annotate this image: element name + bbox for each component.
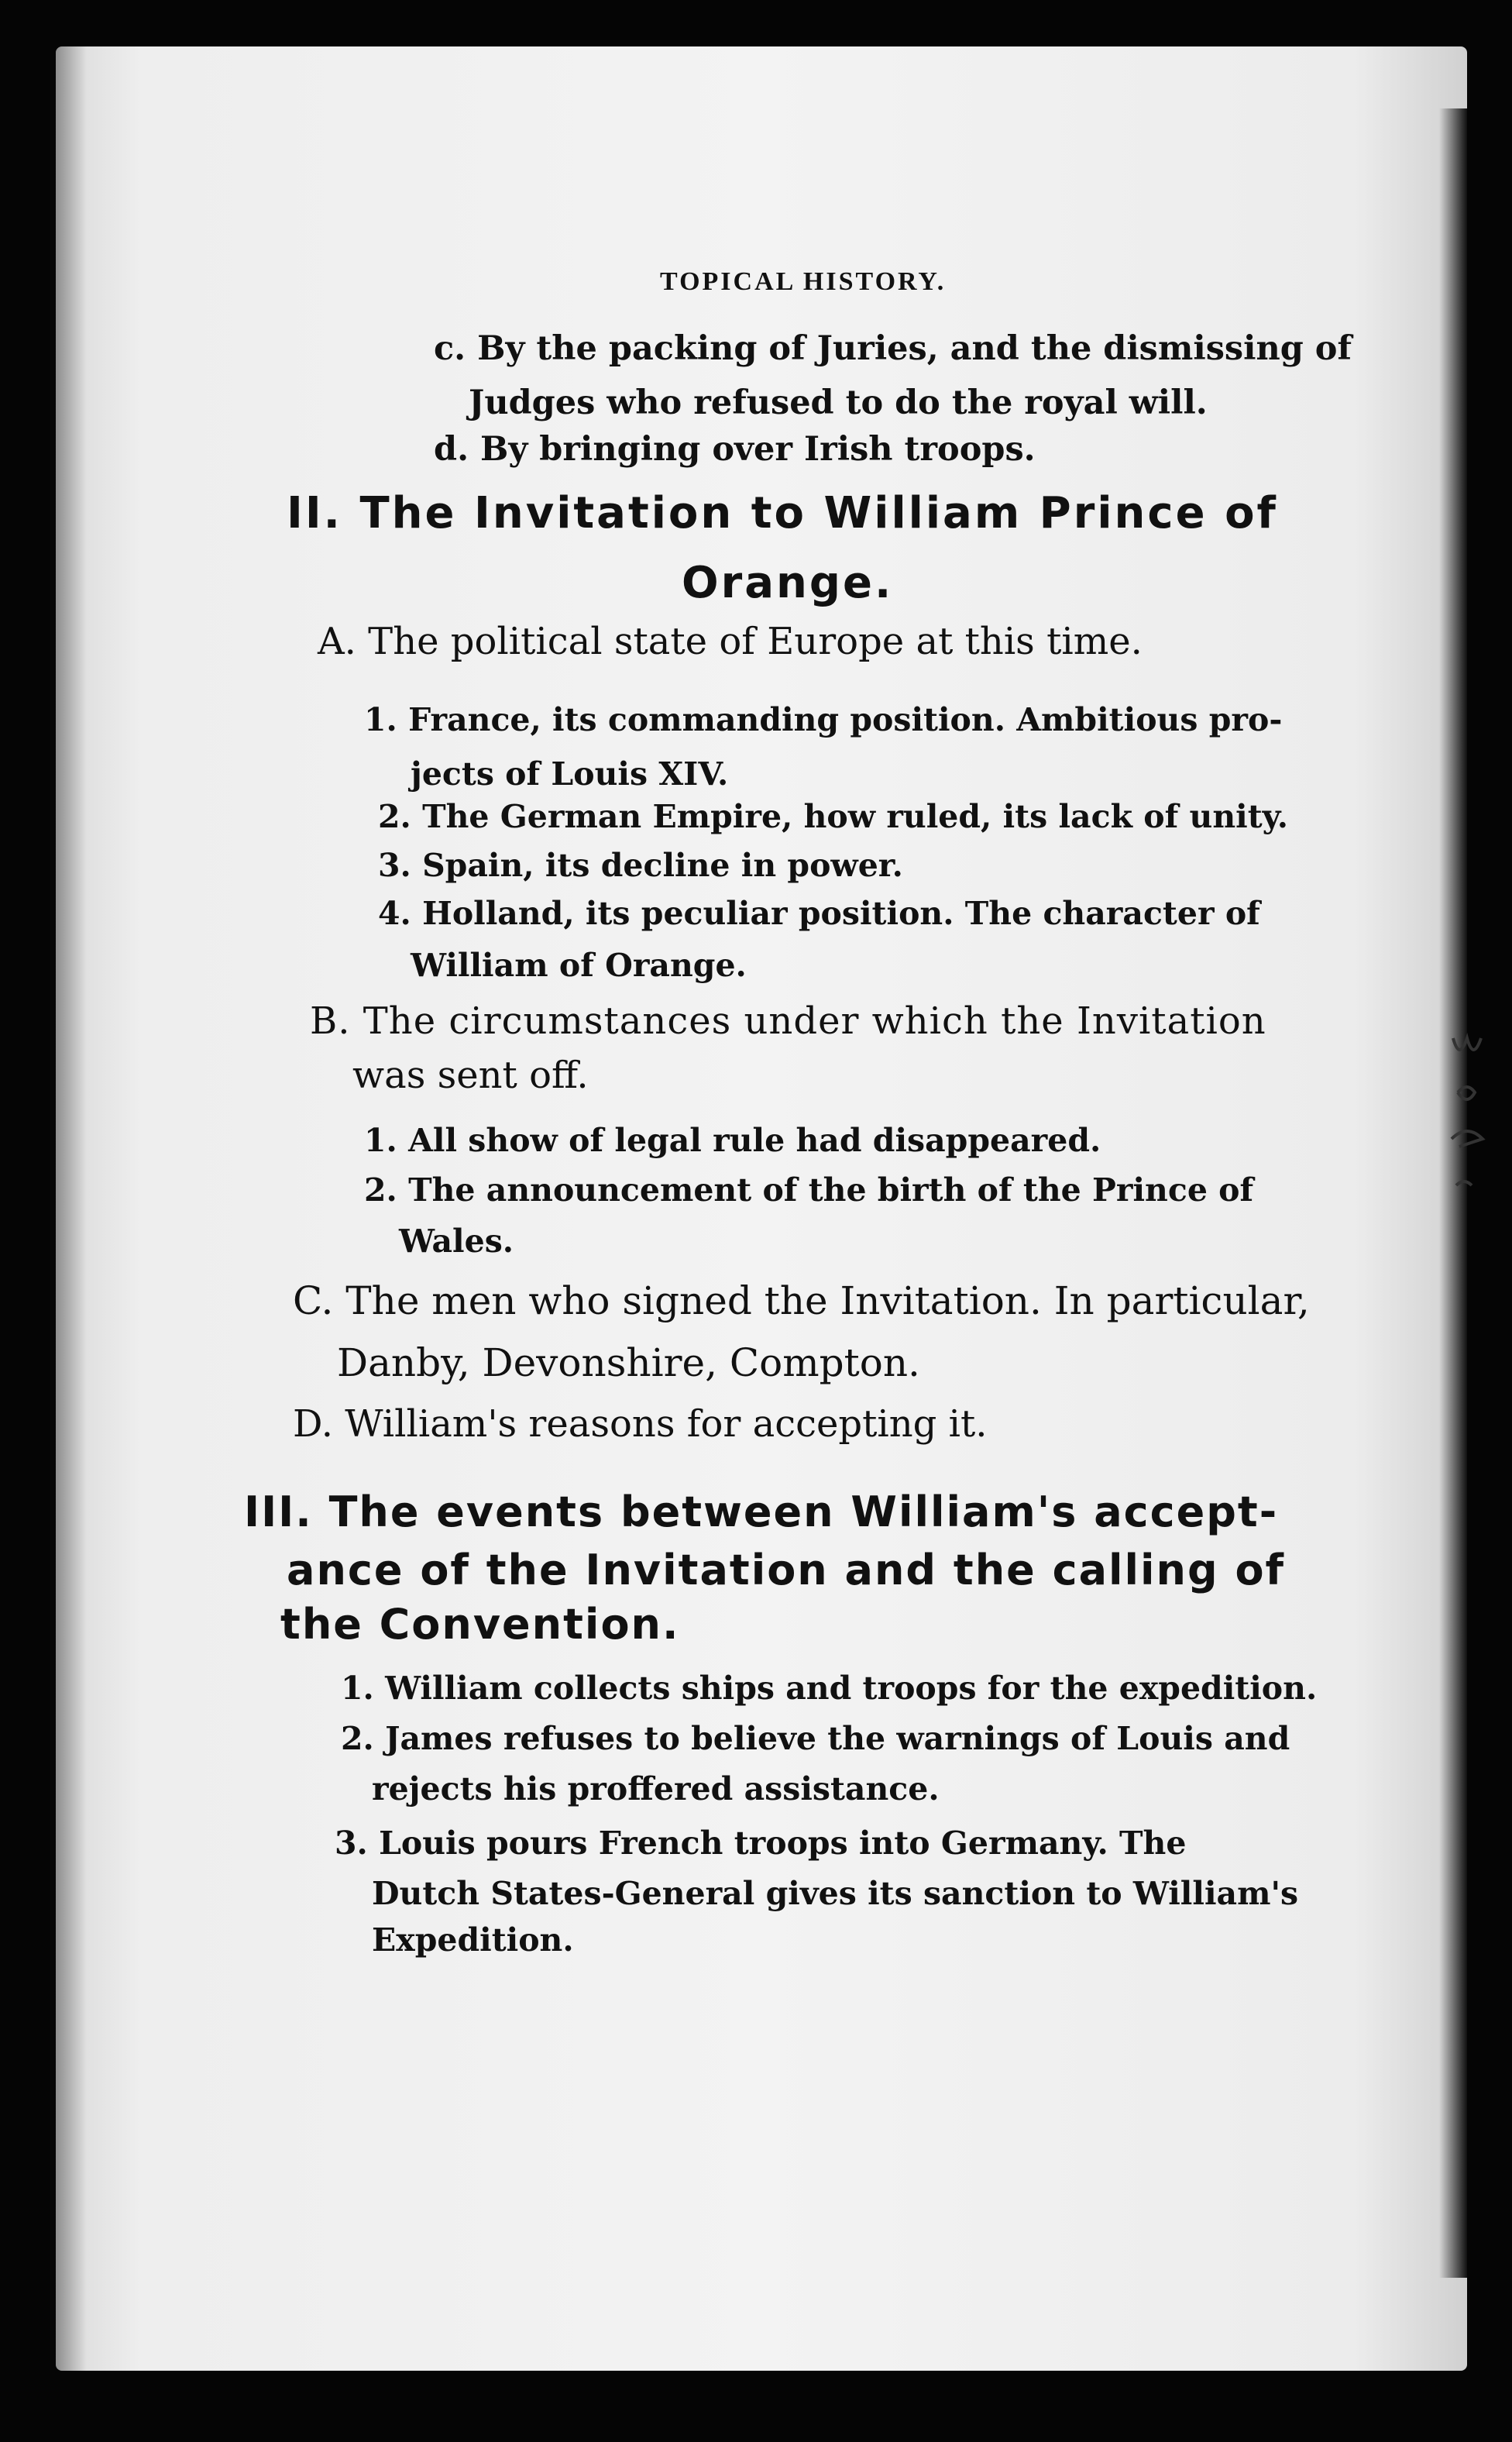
- section-iii-item2-line1: 2. James refuses to believe the warnings of Louis and: [341, 1720, 1290, 1757]
- subsection-b-title-line2: was sent off.: [352, 1054, 589, 1097]
- section-iii-heading-line2: ance of the Invitation and the calling of: [287, 1546, 1286, 1594]
- spine-shadow: [56, 46, 87, 2371]
- section-iii-item3-line3: Expedition.: [372, 1921, 574, 1959]
- section-iii-heading-line3: the Convention.: [280, 1600, 680, 1649]
- item-d-line1: d. By bringing over Irish troops.: [434, 430, 1036, 469]
- section-iii-item3-line2: Dutch States-General gives its sanction to William's: [372, 1875, 1299, 1912]
- running-header: TOPICAL HISTORY.: [660, 267, 947, 296]
- subsection-b-item2-line1: 2. The announcement of the birth of the Prince of: [364, 1171, 1254, 1209]
- subsection-a-item4-line2: William of Orange.: [411, 947, 747, 984]
- subsection-a-title: A. The political state of Europe at this time.: [318, 620, 1143, 663]
- section-iii-item3-line1: 3. Louis pours French troops into Germany. The: [335, 1825, 1187, 1862]
- subsection-a-item1-line2: jects of Louis XIV.: [411, 755, 729, 793]
- section-ii-heading-line2: Orange.: [682, 558, 894, 608]
- section-iii-item1: 1. William collects ships and troops for the expedition.: [341, 1670, 1318, 1707]
- item-c-line2: Judges who refused to do the royal will.: [469, 383, 1208, 422]
- subsection-b-title-line1: B. The circumstances under which the Invitation: [310, 999, 1266, 1043]
- subsection-b-item1: 1. All show of legal rule had disappeared.: [364, 1122, 1101, 1159]
- subsection-c-title-line2: Danby, Devonshire, Compton.: [337, 1340, 920, 1385]
- item-c-line1: c. By the packing of Juries, and the dismissing of: [434, 329, 1352, 368]
- subsection-c-title-line1: C. The men who signed the Invitation. In particular,: [293, 1278, 1310, 1323]
- section-iii-heading-line1: III. The events between William's accept-: [244, 1488, 1279, 1536]
- subsection-a-item2: 2. The German Empire, how ruled, its lack of unity.: [378, 798, 1289, 835]
- subsection-a-item4-line1: 4. Holland, its peculiar position. The character of: [378, 895, 1260, 932]
- subsection-b-item2-line2: Wales.: [399, 1223, 514, 1260]
- subsection-d-title: D. William's reasons for accepting it.: [293, 1402, 988, 1446]
- subsection-a-item1-line1: 1. France, its commanding position. Ambitious pro-: [364, 701, 1283, 738]
- subsection-a-item3: 3. Spain, its decline in power.: [378, 847, 903, 884]
- margin-handwriting-mark: [1447, 1015, 1512, 1216]
- section-ii-heading: II. The Invitation to William Prince of: [287, 488, 1278, 538]
- section-iii-item2-line2: rejects his proffered assistance.: [372, 1770, 940, 1807]
